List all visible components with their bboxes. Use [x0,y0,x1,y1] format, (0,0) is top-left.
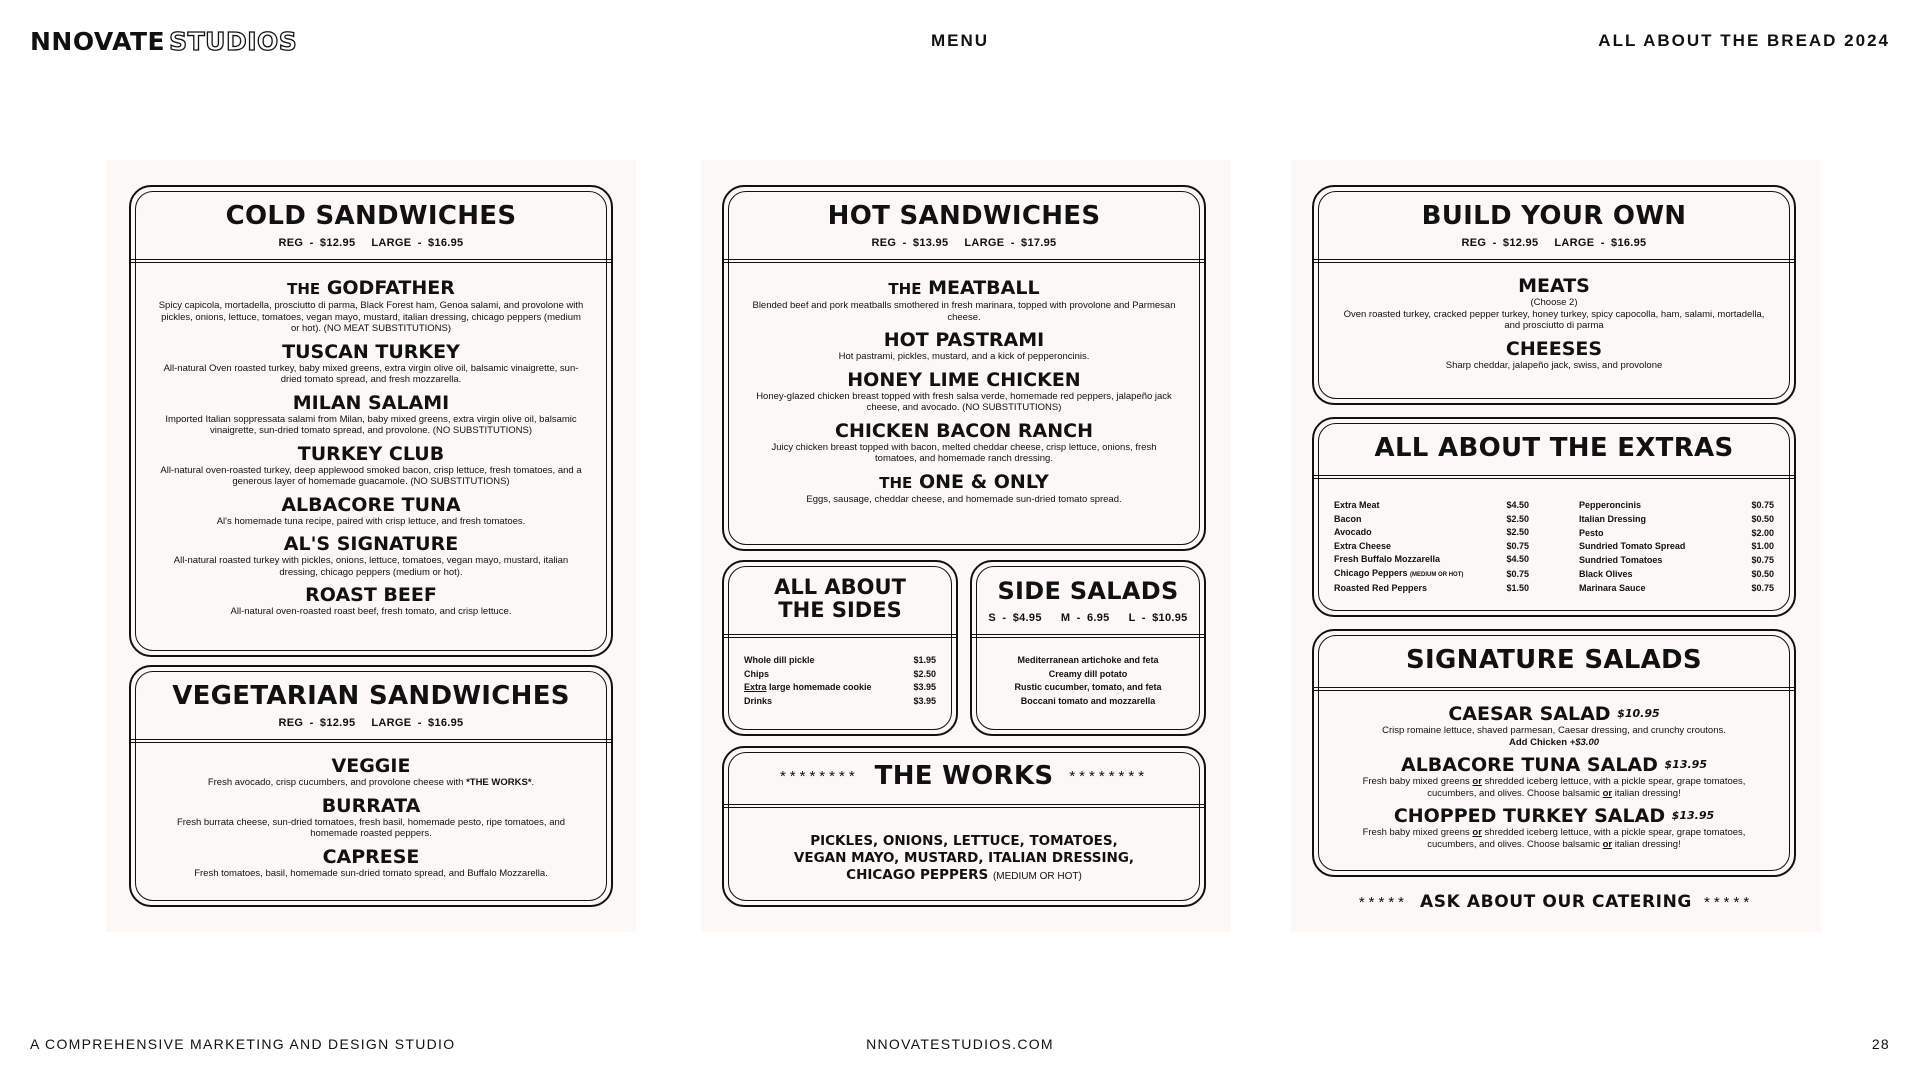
extras-table-right [1579,499,1774,596]
vegetarian-header [131,667,611,743]
item-price: $13.95 [1671,809,1715,822]
side-name: Drinks [744,695,773,706]
footer [30,1034,1890,1054]
section-title-line1: ALL ABOUT [774,575,906,599]
item-description: All-natural Oven roasted turkey, baby mixed greens, extra virgin olive oil, balsamic vinaigrette, sun-dried tomato spread, and fresh mozzarella. [163,362,579,385]
the-works-list [742,833,1186,885]
list-item [1334,582,1529,596]
extra-price: $2.50 [1506,513,1529,524]
panel-sandwiches [106,160,636,932]
list-item [1579,582,1774,596]
extra-price: $0.50 [1751,513,1774,524]
list-item [744,668,936,682]
side-price: $3.95 [913,695,936,706]
item-price: $10.95 [1617,707,1660,720]
side-price: $2.50 [913,668,936,679]
size-prices [131,717,611,729]
cold-sandwiches-list [149,277,593,624]
item-name: BURRATA [321,794,421,817]
extra-name: Extra Cheese [1334,540,1392,551]
addon-price: +$3.00 [1569,736,1600,748]
signature-salads-list [1332,703,1776,856]
extra-name: Italian Dressing [1579,513,1647,524]
side-name-underlined: Extra [744,682,767,692]
build-your-own-card [1312,185,1796,405]
menu-item [1332,754,1776,799]
extra-name: Marinara Sauce [1579,582,1646,593]
item-name: VEGGIE [331,755,411,777]
section-title: SIDE SALADS [997,577,1179,605]
works-line-text: CHICAGO PEPPERS [846,867,989,883]
item-description [1332,776,1776,799]
side-name [744,681,907,695]
list-item [1334,526,1529,540]
extra-price: $0.75 [1506,540,1529,551]
hot-sandwiches-header [724,187,1204,263]
size-prices: S - $4.95 M - 6.95 L - $10.95 [988,612,1188,624]
list-item: Boccani tomato and mozzarella [1020,695,1156,706]
extra-price: $0.75 [1751,555,1774,566]
desc-part: italian dressing! [1612,838,1681,850]
menu-item [742,369,1186,414]
item-description: Honey-glazed chicken breast topped with fresh salsa verde, homemade red peppers, jalapeño jack cheese, and avocado. (NO SUBSTITUTIONS) [756,390,1172,413]
footer-website[interactable]: NNOVATESTUDIOS.COM [866,1036,1054,1052]
extra-name: Fresh Buffalo Mozzarella [1334,554,1441,564]
stars-right: ******** [1069,767,1149,785]
brand-bold: NNOVATE [30,26,166,56]
large-price: LARGE - $17.95 [964,237,1057,249]
top-bar [30,26,1890,56]
menu-item [1332,338,1776,372]
list-item: Rustic cucumber, tomato, and feta [1014,682,1162,692]
signature-salads-header [1314,631,1794,691]
menu-label: MENU [930,31,990,50]
item-description: Eggs, sausage, cheddar cheese, and homemade sun-dried tomato spread. [806,493,1122,505]
side-price: $1.95 [913,655,936,665]
list-item [744,695,936,709]
size-prices [724,237,1204,249]
stars-left: ******** [779,767,859,785]
item-prefix: THE [287,280,321,298]
extras-list [1334,499,1774,596]
section-title: VEGETARIAN SANDWICHES [172,681,570,711]
vegetarian-sandwiches-card [129,665,613,907]
sides-list [744,654,936,708]
the-works-header [724,748,1204,808]
menu-item [149,443,593,488]
menu-item [149,277,593,335]
menu-item [742,471,1186,506]
item-description: All-natural oven-roasted turkey, deep applewood smoked bacon, crisp lettuce, fresh tomatoes, and a generous layer of homemade guacamole. (NO SUBSTITUTIONS) [160,464,582,487]
size-prices [131,237,611,249]
side-salads-header [972,562,1204,638]
section-title-line2: THE SIDES [778,598,902,622]
item-name: HOT PASTRAMI [883,329,1045,351]
extra-price: $4.50 [1506,554,1529,564]
item-description: All-natural oven-roasted roast beef, fresh tomato, and crisp lettuce. [230,606,512,617]
desc-or: or [1602,787,1613,799]
menu-item [742,277,1186,323]
menu-item [149,341,593,386]
desc-or: or [1602,838,1613,850]
works-line-note: (MEDIUM OR HOT) [992,871,1082,882]
extra-name: Pepperoncinis [1579,500,1642,511]
extras-card [1312,417,1796,617]
brand-outline: STUDIOS [169,26,298,56]
item-name: ALBACORE TUNA [281,493,461,516]
list-item [1579,527,1774,541]
side-name: Whole dill pickle [744,655,815,665]
section-title: BUILD YOUR OWN [1421,201,1687,231]
size-prices [1314,237,1794,249]
extra-price: $4.50 [1506,500,1529,510]
list-item: Creamy dill potato [1048,668,1128,679]
panel-hot-and-sides [701,160,1231,932]
list-item [1334,513,1529,527]
desc-or: or [1472,776,1482,787]
item-name: TUSCAN TURKEY [282,340,460,363]
footer-tagline: A COMPREHENSIVE MARKETING AND DESIGN STUDIO [30,1036,456,1052]
item-name: GODFATHER [326,277,455,299]
works-line: VEGAN MAYO, MUSTARD, ITALIAN DRESSING, [793,850,1135,866]
sides-card [722,560,958,736]
extra-name: Sundried Tomato Spread [1579,541,1686,552]
extra-name: Avocado [1334,527,1372,537]
item-addon [1332,737,1776,749]
build-your-own-list [1332,275,1776,377]
item-description: Hot pastrami, pickles, mustard, and a kick of pepperoncinis. [838,351,1090,362]
list-item [1579,554,1774,568]
extra-price: $0.50 [1751,569,1774,580]
panel-build-extras-salads [1291,160,1821,932]
list-item [744,681,936,695]
catering-banner [1291,892,1821,912]
brand-logo[interactable] [30,27,297,56]
item-description: Spicy capicola, mortadella, prosciutto di parma, Black Forest ham, Genoa salami, and provolone with pickles, onions, lettuce, tomatoes, vegan mayo, mustard, italian dressing, chicago peppers (medium or hot). (NO MEAT SUBSTITUTIONS) [158,300,584,334]
menu-item [149,533,593,578]
item-name: HONEY LIME CHICKEN [847,368,1081,391]
menu-item [149,494,593,528]
extra-name: Bacon [1334,513,1362,524]
item-description: Oven roasted turkey, cracked pepper turkey, honey turkey, spicy capocolla, ham, salami, mortadella, and prosciutto di parma [1343,308,1765,331]
reg-price: REG - $13.95 [871,237,949,249]
menu-item [149,795,593,840]
menu-item [1332,805,1776,850]
extra-name: Pesto [1579,527,1604,538]
side-name: Chips [744,668,770,679]
item-name: ROAST BEEF [305,584,437,606]
extra-name [1334,567,1500,583]
desc-part: italian dressing! [1612,787,1681,799]
vegetarian-list [149,755,593,885]
item-prefix: THE [888,280,922,298]
reg-price: REG - $12.95 [278,717,356,729]
menu-item [1332,703,1776,748]
list-item [1334,540,1529,554]
list-item [1579,499,1774,513]
desc-part: Fresh baby mixed greens [1362,827,1470,838]
side-salads-list [990,654,1186,708]
extra-price: $2.00 [1751,527,1774,538]
list-item [1579,540,1774,554]
item-name: CHICKEN BACON RANCH [835,419,1093,442]
side-salads-card [970,560,1206,736]
document-title: ALL ABOUT THE BREAD 2024 [1598,31,1890,50]
section-title: ALL ABOUT THE EXTRAS [1374,433,1734,463]
item-price: $13.95 [1664,758,1707,771]
section-title: COLD SANDWICHES [225,201,517,231]
item-description: Sharp cheddar, jalapeño jack, swiss, and provolone [1445,359,1663,371]
list-item [1579,513,1774,527]
desc-bold: *THE WORKS* [466,777,532,788]
reg-price: REG - $12.95 [1461,237,1539,249]
hot-sandwiches-card [722,185,1206,551]
item-description: Fresh burrata cheese, sun-dried tomatoes, fresh basil, homemade pesto, ripe tomatoes, and homemade roasted peppers. [176,816,566,839]
menu-item [742,329,1186,363]
section-title: THE WORKS [874,761,1054,791]
item-name: AL'S SIGNATURE [283,533,459,555]
list-item [1579,568,1774,582]
item-note: (Choose 2) [1530,297,1578,308]
extra-name-text: Chicago Peppers [1334,567,1408,578]
extra-price: $2.50 [1506,527,1529,537]
large-price: LARGE - $16.95 [371,717,464,729]
item-name: CAPRESE [322,845,420,868]
sides-table [744,654,936,708]
item-name: CHOPPED TURKEY SALAD [1393,805,1666,827]
desc-part: Fresh baby mixed greens [1362,776,1470,787]
extra-name: Roasted Red Peppers [1334,583,1428,593]
page-number: 28 [1871,1036,1890,1052]
desc-end: . [531,777,535,788]
item-description: All-natural roasted turkey with pickles, onions, lettuce, tomatoes, vegan mayo, mustard, italian dressing, chicago peppers (medium or hot). [173,555,569,578]
extra-name: Sundried Tomatoes [1579,555,1663,566]
item-name: MILAN SALAMI [292,391,450,414]
list-item [1334,567,1529,583]
item-name: ALBACORE TUNA SALAD [1401,754,1658,776]
menu-item [149,392,593,437]
item-name: MEATS [1518,275,1590,297]
item-description [1332,827,1776,850]
list-item [1334,499,1529,513]
extras-header [1314,419,1794,479]
sides-header [724,562,956,638]
menu-item [1332,275,1776,332]
extra-name: Black Olives [1579,569,1633,580]
item-name: ONE & ONLY [918,470,1049,493]
extra-price: $1.50 [1506,583,1529,593]
extra-price: $0.75 [1506,568,1529,579]
extras-table-left [1334,499,1529,596]
item-description: Fresh tomatoes, basil, homemade sun-dried tomato spread, and Buffalo Mozzarella. [194,867,548,879]
item-description: Blended beef and pork meatballs smothered in fresh marinara, topped with provolone and Parmesan cheese. [752,300,1176,323]
the-works-card [722,746,1206,907]
extra-price: $1.00 [1751,541,1774,552]
works-line [742,867,1186,885]
stars-left: ***** [1358,893,1409,911]
section-title: SIGNATURE SALADS [1406,645,1702,675]
item-description: Imported Italian soppressata salami from Milan, baby mixed greens, extra virgin olive oil, balsamic vinaigrette, sun-dried tomato spread, and provolone. (NO SUBSTITUTIONS) [165,413,577,436]
extra-price: $0.75 [1751,500,1774,511]
item-prefix: THE [879,473,913,492]
list-item [1334,553,1529,567]
side-price: $3.95 [913,682,936,692]
desc-text: Fresh avocado, crisp cucumbers, and provolone cheese with [207,777,464,788]
extra-name: Extra Meat [1334,500,1380,510]
desc-part: shredded iceberg lettuce, with a pickle spear, grape tomatoes, cucumbers, and olives. Choose balsamic [1427,827,1746,850]
menu-item [742,420,1186,465]
item-name: TURKEY CLUB [297,442,445,465]
side-name-rest: large homemade cookie [766,682,872,692]
item-description [149,777,593,789]
cold-sandwiches-header [131,187,611,263]
list-item: Mediterranean artichoke and feta [1017,655,1159,665]
addon-label: Add Chicken [1508,736,1568,748]
stars-right: ***** [1703,893,1754,911]
item-name: MEATBALL [928,277,1040,299]
reg-price: REG - $12.95 [278,237,356,249]
extra-price: $0.75 [1751,582,1774,593]
desc-part: shredded iceberg lettuce, with a pickle spear, grape tomatoes, cucumbers, and olives. Choose balsamic [1427,776,1746,799]
list-item [744,654,936,668]
menu-item [149,846,593,880]
item-description: Al's homemade tuna recipe, paired with crisp lettuce, and fresh tomatoes. [216,515,526,527]
item-name: CHEESES [1505,337,1603,360]
catering-text: ASK ABOUT OUR CATERING [1420,892,1692,912]
section-title: HOT SANDWICHES [827,201,1101,231]
menu-item [149,584,593,618]
extra-note: (MEDIUM OR HOT) [1410,571,1464,578]
signature-salads-card [1312,629,1796,877]
item-description: Juicy chicken breast topped with bacon, melted cheddar cheese, crisp lettuce, onions, fresh tomatoes, and homemade ranch dressing. [771,441,1157,464]
hot-sandwiches-list [742,277,1186,511]
large-price: LARGE - $16.95 [371,237,464,249]
large-price: LARGE - $16.95 [1554,237,1647,249]
works-line: PICKLES, ONIONS, LETTUCE, TOMATOES, [810,833,1118,849]
cold-sandwiches-card [129,185,613,657]
item-description: Crisp romaine lettuce, shaved parmesan, Caesar dressing, and crunchy croutons. [1382,725,1726,736]
desc-or: or [1472,827,1482,838]
build-your-own-header [1314,187,1794,263]
item-name: CAESAR SALAD [1448,703,1611,725]
menu-item [149,755,593,789]
